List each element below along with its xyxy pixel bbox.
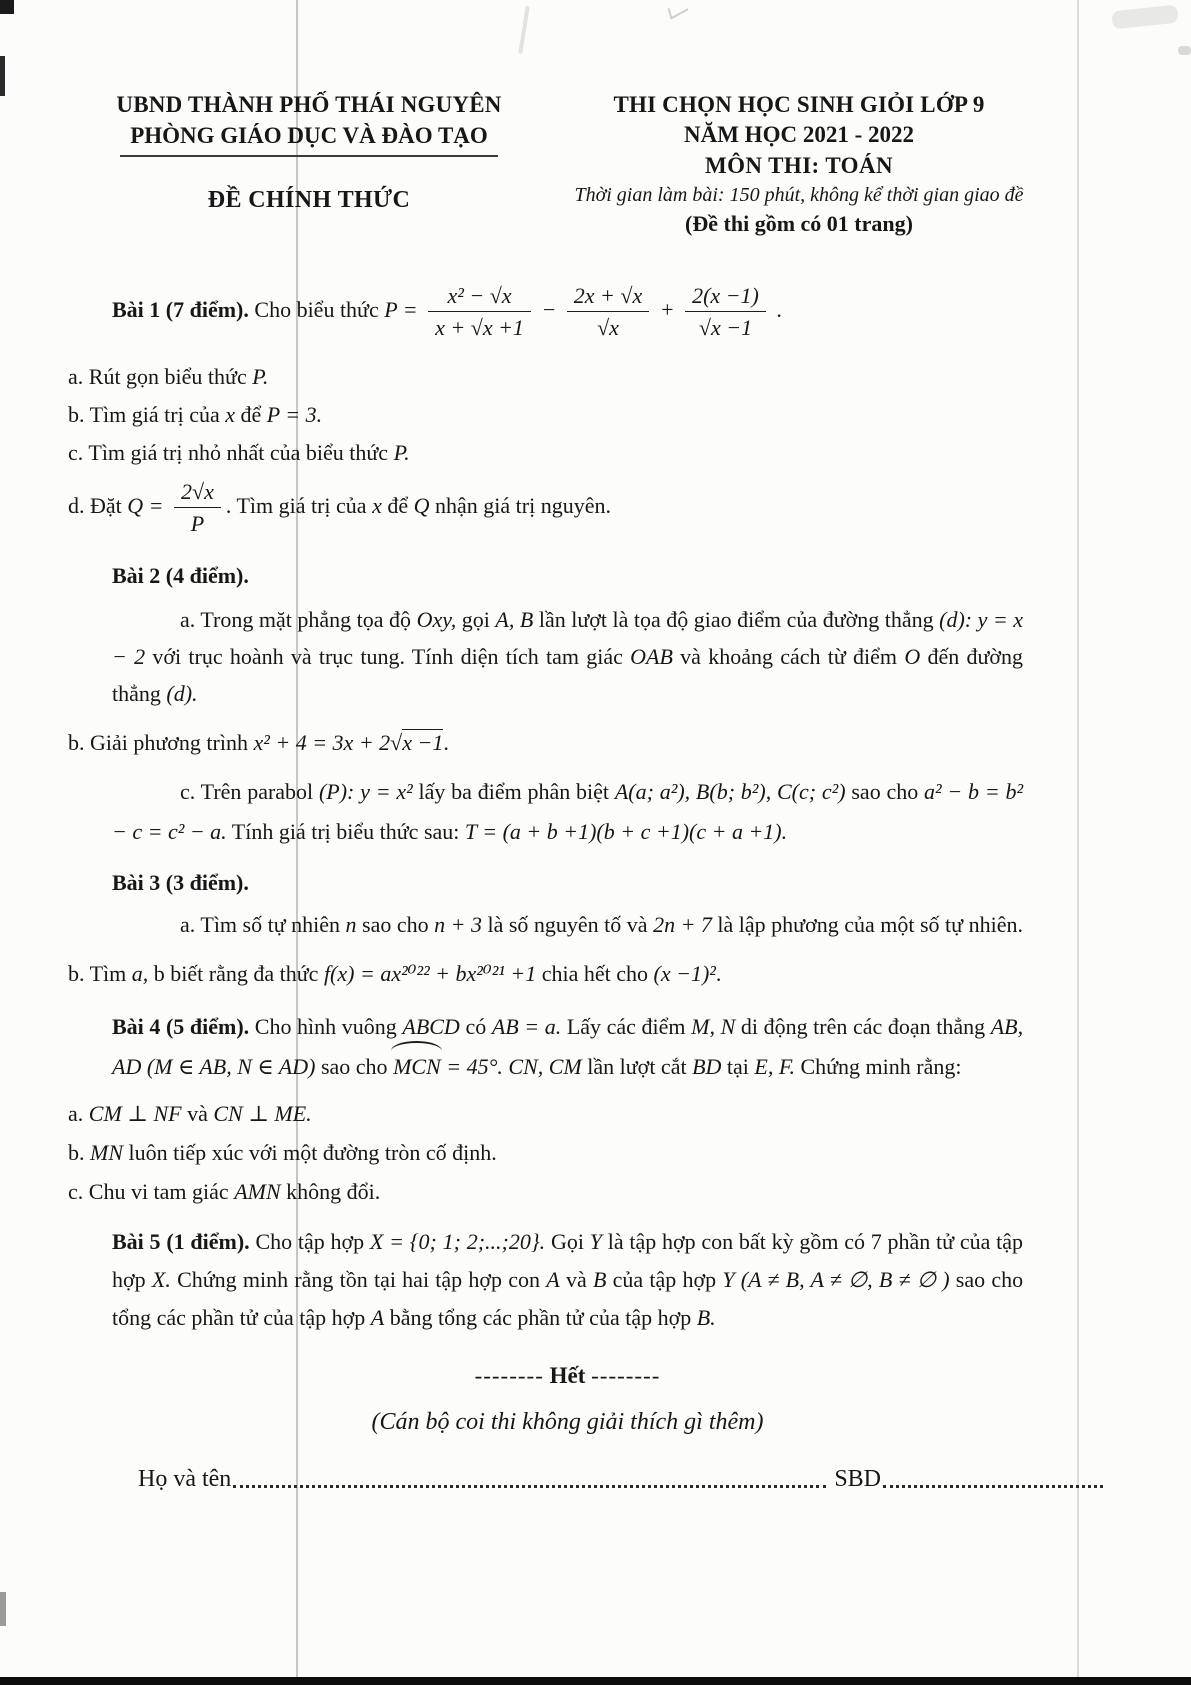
item-text: nhận giá trị nguyên. <box>435 492 611 518</box>
fraction-q <box>174 478 221 538</box>
name-dotted-line <box>233 1484 826 1488</box>
problem-4 <box>112 1007 1023 1087</box>
item-math: A <box>546 1267 560 1293</box>
item-text: gọi <box>461 607 490 633</box>
item-label: b. <box>68 401 85 427</box>
item-math: n + 3 <box>434 912 482 938</box>
item-math: P. <box>252 363 269 389</box>
item-text: Tìm giá trị của <box>89 401 220 427</box>
header-right-block <box>545 90 1053 239</box>
item-math: AB, AD (M ∈ AB, N ∈ AD) <box>112 1014 1024 1080</box>
operator-plus: + <box>659 296 675 322</box>
item-math: f(x) = ax²⁰²² + bx²⁰²¹ +1 <box>323 961 537 987</box>
item-label: d. <box>68 492 85 518</box>
item-text: Lấy các điểm <box>566 1014 686 1040</box>
item-math: M, N <box>691 1014 736 1040</box>
problem-2c <box>112 772 1023 852</box>
item-math: B <box>592 1267 607 1293</box>
fraction-1-denominator: x + √x +1 <box>435 315 524 341</box>
item-math: a² − b = b² − c = c² − a. <box>112 779 1024 845</box>
proctor-note: (Cán bộ coi thi không giải thích gì thêm) <box>371 1409 764 1436</box>
item-text: Rút gọn biểu thức <box>88 363 247 389</box>
item-math: OAB <box>630 644 673 670</box>
fraction-2-numerator: 2x + √x <box>567 282 649 312</box>
item-text: với trục hoành và trục tung. Tính diện tích tam giác <box>152 644 623 670</box>
item-math: X = {0; 1; 2;...;20}. <box>369 1229 546 1255</box>
item-text: Tìm số tự nhiên <box>200 912 341 938</box>
problem-2a <box>112 601 1023 712</box>
problem-2-label: Bài 2 (4 điểm). <box>112 563 249 589</box>
problem-4-label: Bài 4 (5 điểm). <box>112 1014 250 1040</box>
fraction-2 <box>567 282 649 342</box>
fraction-q-denominator: P <box>190 510 205 536</box>
duration-note: Thời gian làm bài: 150 phút, không kể thời gian giao đề <box>574 184 1024 206</box>
header-underline <box>120 155 498 157</box>
formula-q-lhs: Q = <box>127 492 164 518</box>
item-label: c. <box>180 779 196 805</box>
item-math: a, <box>131 961 149 987</box>
problem-1c <box>68 436 1023 470</box>
item-text: Chứng minh rằng tồn tại hai tập hợp con <box>177 1267 541 1293</box>
item-label: c. <box>68 439 84 465</box>
item-label: a. <box>68 1101 84 1127</box>
item-text: Tính giá trị biểu thức sau: <box>231 819 460 845</box>
item-math: Q <box>413 492 430 518</box>
end-dashes-right: -------- <box>591 1363 661 1389</box>
item-text: và khoảng cách từ điểm <box>680 644 898 670</box>
problem-1a <box>68 360 1023 394</box>
item-text: Chứng minh rằng: <box>800 1054 962 1080</box>
problem-3a <box>112 906 1023 943</box>
item-text: sao cho <box>362 912 429 938</box>
end-label: Hết <box>549 1363 586 1389</box>
problem-3b <box>68 957 1023 991</box>
scan-edge-mark-lower <box>0 1592 6 1626</box>
item-text: và <box>565 1267 587 1293</box>
item-text: Chu vi tam giác <box>88 1179 229 1205</box>
sbd-label: SBD <box>834 1466 881 1493</box>
item-math: B. <box>696 1305 716 1331</box>
problem-1d <box>68 478 1023 538</box>
item-text: là số nguyên tố và <box>487 912 648 938</box>
item-text: sao cho tổng các phần tử của tập hợp <box>112 1267 1024 1331</box>
candidate-info-row <box>138 1466 1105 1493</box>
page-count-note: (Đề thi gồm có 01 trang) <box>685 211 913 236</box>
problem-5 <box>112 1223 1023 1337</box>
item-math: (d). <box>166 681 198 707</box>
item-text: Trong mặt phẳng tọa độ <box>200 607 412 633</box>
item-math: (P): y = x² <box>318 779 413 805</box>
item-text: Giải phương trình <box>90 730 248 756</box>
department-name: PHÒNG GIÁO DỤC VÀ ĐÀO TẠO <box>130 123 488 148</box>
item-text: Trên parabol <box>200 779 314 805</box>
item-text: sao cho <box>320 1054 388 1080</box>
item-math: A(a; a²), B(b; b²), C(c; c²) <box>614 779 846 805</box>
item-text: . <box>443 730 449 756</box>
subject-name: MÔN THI: TOÁN <box>705 153 893 178</box>
problem-5-label: Bài 5 (1 điểm). <box>112 1229 250 1255</box>
fraction-3-denominator: √x −1 <box>698 315 753 341</box>
item-text: của tập hợp <box>612 1267 717 1293</box>
item-math: X. <box>151 1267 171 1293</box>
item-math: MN <box>90 1140 123 1166</box>
item-text: bằng tổng các phần tử của tập hợp <box>389 1305 692 1331</box>
sqrt-radicand: x −1 <box>402 730 444 756</box>
problem-1-intro: Cho biểu thức <box>254 296 379 322</box>
item-text: luôn tiếp xúc với một đường tròn cố định. <box>128 1140 497 1166</box>
item-math: 2n + 7 <box>653 912 712 938</box>
item-math: E, F. <box>754 1054 795 1080</box>
formula-p-lhs: P = <box>384 296 418 322</box>
item-math: ABCD <box>402 1014 460 1040</box>
sbd-dotted-line <box>883 1484 1103 1488</box>
item-text: Gọi <box>550 1229 584 1255</box>
item-math: A, B <box>495 607 534 633</box>
item-math: P = 3. <box>266 401 323 427</box>
item-math: (x −1)² <box>653 961 716 987</box>
fraction-q-numerator: 2√x <box>174 478 221 508</box>
item-text: lần lượt cắt <box>587 1054 687 1080</box>
item-text: . <box>715 961 722 987</box>
item-math: BD <box>692 1054 722 1080</box>
problem-1b <box>68 398 1023 432</box>
item-math: Y (A ≠ B, A ≠ ∅, B ≠ ∅ ) <box>722 1267 950 1293</box>
problem-2-heading <box>112 559 1023 593</box>
fraction-1 <box>428 282 531 342</box>
fraction-3 <box>685 282 766 342</box>
item-math: x <box>372 492 382 518</box>
item-label: a. <box>68 363 84 389</box>
end-marker <box>112 1363 1023 1389</box>
problem-4b <box>68 1136 1023 1170</box>
operator-minus: − <box>541 296 557 322</box>
item-math: n <box>345 912 357 938</box>
item-math: (d): y = x − 2 <box>112 607 1024 670</box>
item-text: Đặt <box>90 492 122 518</box>
org-name: UBND THÀNH PHỐ THÁI NGUYÊN <box>116 92 502 117</box>
item-math: Oxy, <box>416 607 457 633</box>
item-label: b. <box>68 1140 85 1166</box>
problem-4a <box>68 1097 1023 1131</box>
item-text: lần lượt là tọa độ giao điểm của đường thẳng <box>538 607 934 633</box>
item-text: Cho hình vuông <box>254 1014 397 1040</box>
item-math: A <box>370 1305 385 1331</box>
angle-mcn: MCN <box>393 1047 441 1087</box>
fraction-2-denominator: √x <box>597 315 619 341</box>
item-text: đến đường thẳng <box>112 644 1024 707</box>
item-math: P. <box>393 439 410 465</box>
exam-header <box>0 90 1191 242</box>
item-text: Cho tập hợp <box>255 1229 365 1255</box>
problem-4c <box>68 1175 1023 1209</box>
item-label: a. <box>180 607 196 633</box>
item-text: di động trên các đoạn thẳng <box>740 1014 986 1040</box>
item-math: x <box>225 401 235 427</box>
item-math: AMN <box>234 1179 281 1205</box>
item-math: = 45°. <box>446 1054 503 1080</box>
item-math: Y <box>589 1229 602 1255</box>
item-math: CM ⊥ NF <box>88 1101 182 1127</box>
item-text: sao cho <box>851 779 919 805</box>
item-label: b. <box>68 730 85 756</box>
fraction-1-numerator: x² − √x <box>428 282 531 312</box>
item-label: c. <box>68 1179 84 1205</box>
item-text: b biết rằng đa thức <box>153 961 319 987</box>
exam-title: THI CHỌN HỌC SINH GIỎI LỚP 9 <box>613 92 985 117</box>
item-text: Tìm <box>89 961 127 987</box>
item-text: và <box>187 1101 208 1127</box>
fraction-3-numerator: 2(x −1) <box>685 282 766 312</box>
problem-3-heading <box>112 866 1023 900</box>
problem-1-heading <box>112 282 1023 342</box>
item-math: O <box>904 644 921 670</box>
official-exam-label: ĐỀ CHÍNH THỨC <box>207 187 411 213</box>
item-text: là tập hợp con bất kỳ gồm có 7 phần tử của tập hợp <box>112 1229 1023 1293</box>
item-text: để <box>240 401 262 427</box>
end-dashes-left: -------- <box>474 1363 544 1389</box>
item-math: T = (a + b +1)(b + c +1)(c + a +1). <box>464 819 788 845</box>
item-text: lấy ba điểm phân biệt <box>418 779 610 805</box>
item-math: CN ⊥ ME. <box>213 1101 312 1127</box>
item-label: b. <box>68 961 85 987</box>
school-year: NĂM HỌC 2021 - 2022 <box>684 122 914 147</box>
problem-1-label: Bài 1 (7 điểm). <box>112 296 249 322</box>
item-text: Tìm giá trị nhỏ nhất của biểu thức <box>88 439 389 465</box>
item-text: để <box>387 492 409 518</box>
item-text: không đổi. <box>286 1179 381 1205</box>
item-text: là lập phương của một số tự nhiên. <box>717 912 1023 938</box>
item-text: . Tìm giá trị của <box>225 492 367 518</box>
item-text: chia hết cho <box>541 961 649 987</box>
header-left-block <box>90 90 528 214</box>
item-math: CN, CM <box>508 1054 582 1080</box>
scan-bottom-edge <box>0 1677 1191 1685</box>
problem-2b <box>68 726 1023 760</box>
item-text: có <box>465 1014 487 1040</box>
item-math: AB = a. <box>491 1014 562 1040</box>
item-label: a. <box>180 912 196 938</box>
formula-period: . <box>776 296 782 322</box>
name-label: Họ và tên <box>138 1466 232 1493</box>
item-text: tại <box>726 1054 749 1080</box>
item-math: x² + 4 = 3x + 2√ <box>253 730 403 756</box>
problem-3-label: Bài 3 (3 điểm). <box>112 870 249 896</box>
